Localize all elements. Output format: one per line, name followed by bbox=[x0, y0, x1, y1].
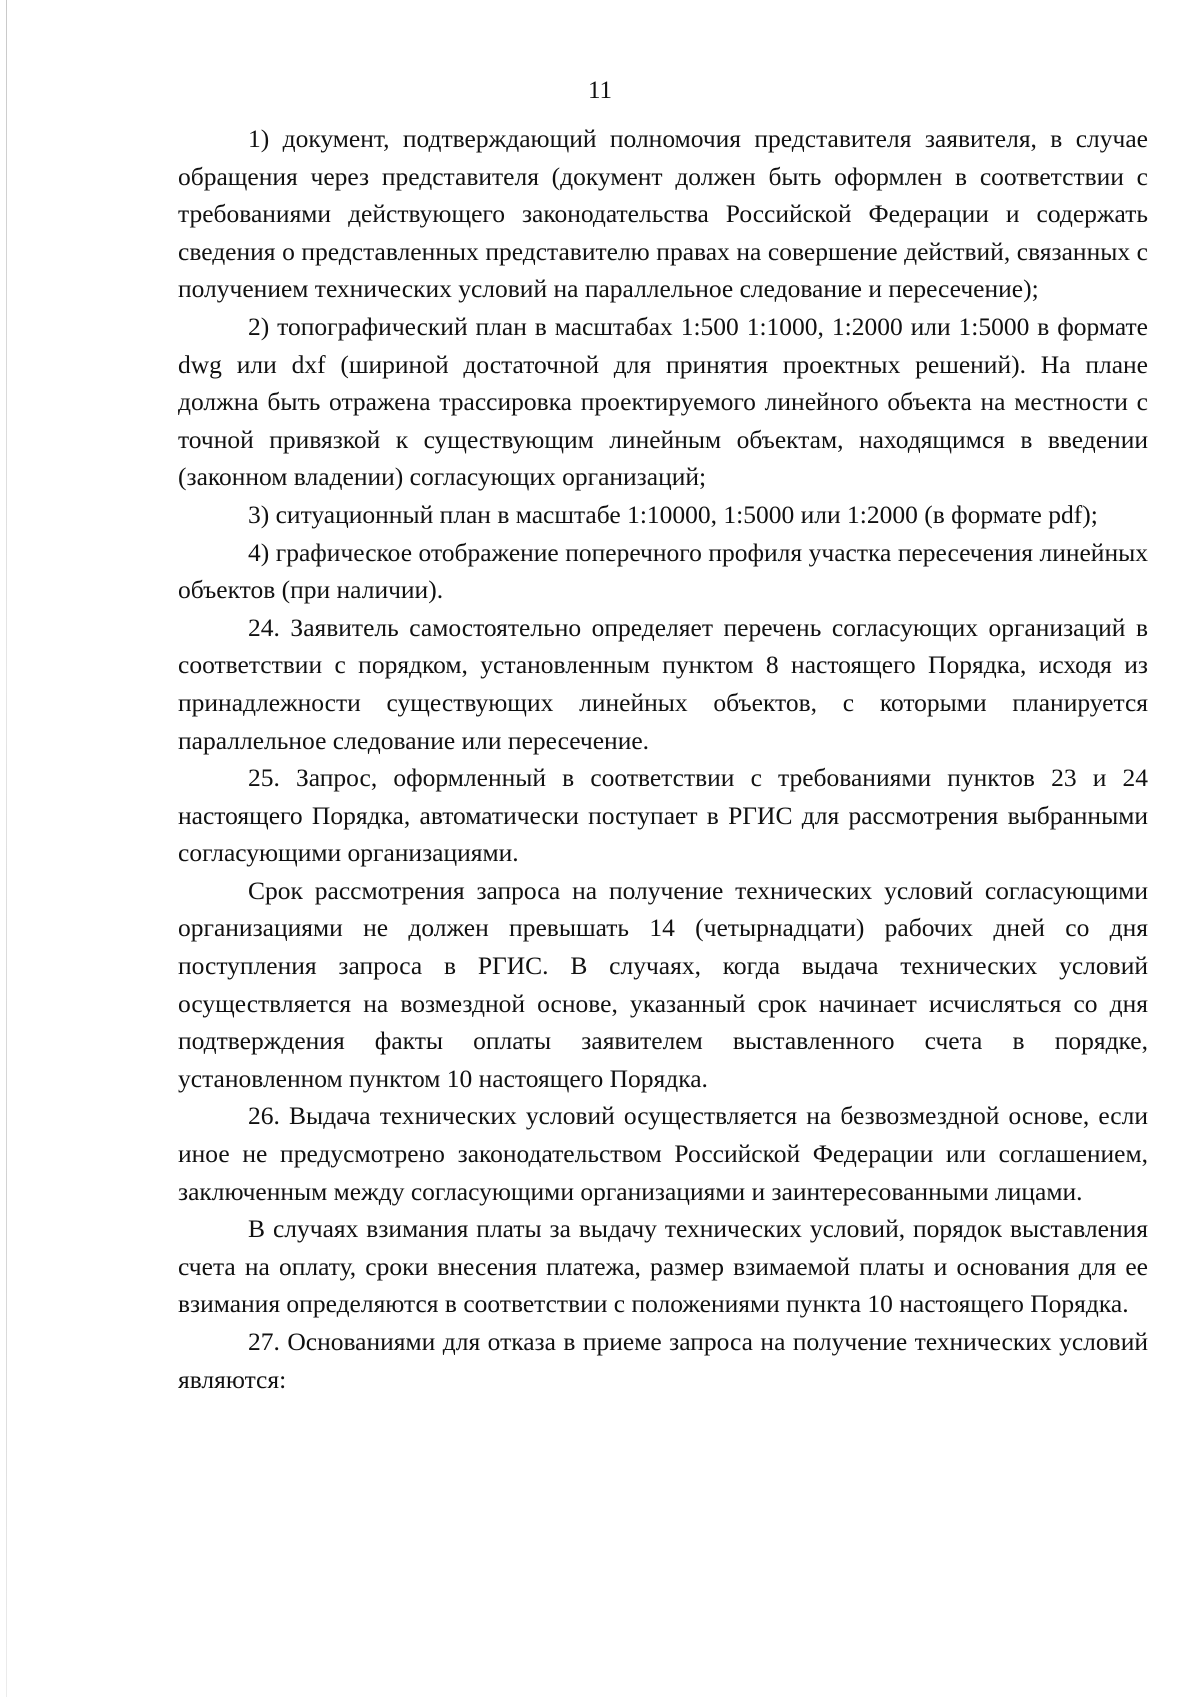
paragraph-clause-27: 27. Основаниями для отказа в приеме запроса на получение технических условий являются: bbox=[178, 1327, 1148, 1394]
paragraph-payment: В случаях взимания платы за выдачу технических условий, порядок выставления счета на оплату, сроки внесения платежа, размер взимаемой платы и основания для ее взимания определяются в соответствии с положениями пункта 10 настоящего Порядка. bbox=[178, 1214, 1148, 1319]
paragraph-clause-26: 26. Выдача технических условий осуществляется на безвозмездной основе, если иное не предусмотрено законодательством Российской Федерации или соглашением, заключенным между согласующими организациями и заинтересованными лицами. bbox=[178, 1101, 1148, 1206]
scan-edge-line bbox=[6, 0, 7, 1697]
paragraph-item-1: 1) документ, подтверждающий полномочия представителя заявителя, в случае обращения через представителя (документ должен быть оформлен в соответствии с требованиями действующего законодательства Российской Федерации и содержать сведения о представленных представителю правах на совершение действий, связанных с получением технических условий на параллельное следование и пересечение); bbox=[178, 124, 1148, 304]
paragraph-item-3: 3) ситуационный план в масштабе 1:10000, 1:5000 или 1:2000 (в формате pdf); bbox=[248, 499, 1098, 529]
document-body bbox=[178, 120, 1148, 1398]
paragraph-clause-24: 24. Заявитель самостоятельно определяет перечень согласующих организаций в соответствии с порядком, установленным пунктом 8 настоящего Порядка, исходя из принадлежности существующих линейных объектов, с которыми планируется параллельное следование или пересечение. bbox=[178, 612, 1148, 755]
page-number: 11 bbox=[587, 77, 613, 104]
paragraph-clause-25: 25. Запрос, оформленный в соответствии с требованиями пунктов 23 и 24 настоящего Порядка, автоматически поступает в РГИС для рассмотрения выбранными согласующими организациями. bbox=[178, 763, 1148, 868]
paragraph-item-2: 2) топографический план в масштабах 1:500 1:1000, 1:2000 или 1:5000 в формате dwg или dxf (шириной достаточной для принятия проектных решений). На плане должна быть отражена трассировка проектируемого линейного объекта на местности с точной привязкой к существующим линейным объектам, находящимся в введении (законном владении) согласующих организаций; bbox=[178, 311, 1148, 492]
paragraph-review-period: Срок рассмотрения запроса на получение технических условий согласующими организациями не должен превышать 14 (четырнадцати) рабочих дней со дня поступления запроса в РГИС. В случаях, когда выдача технических условий осуществляется на возмездной основе, указанный срок начинает исчисляться со дня подтверждения факты оплаты заявителем выставленного счета в порядке, установленном пунктом 10 настоящего Порядка. bbox=[178, 875, 1148, 1093]
paragraph-item-4: 4) графическое отображение поперечного профиля участка пересечения линейных объектов (при наличии). bbox=[178, 537, 1148, 605]
